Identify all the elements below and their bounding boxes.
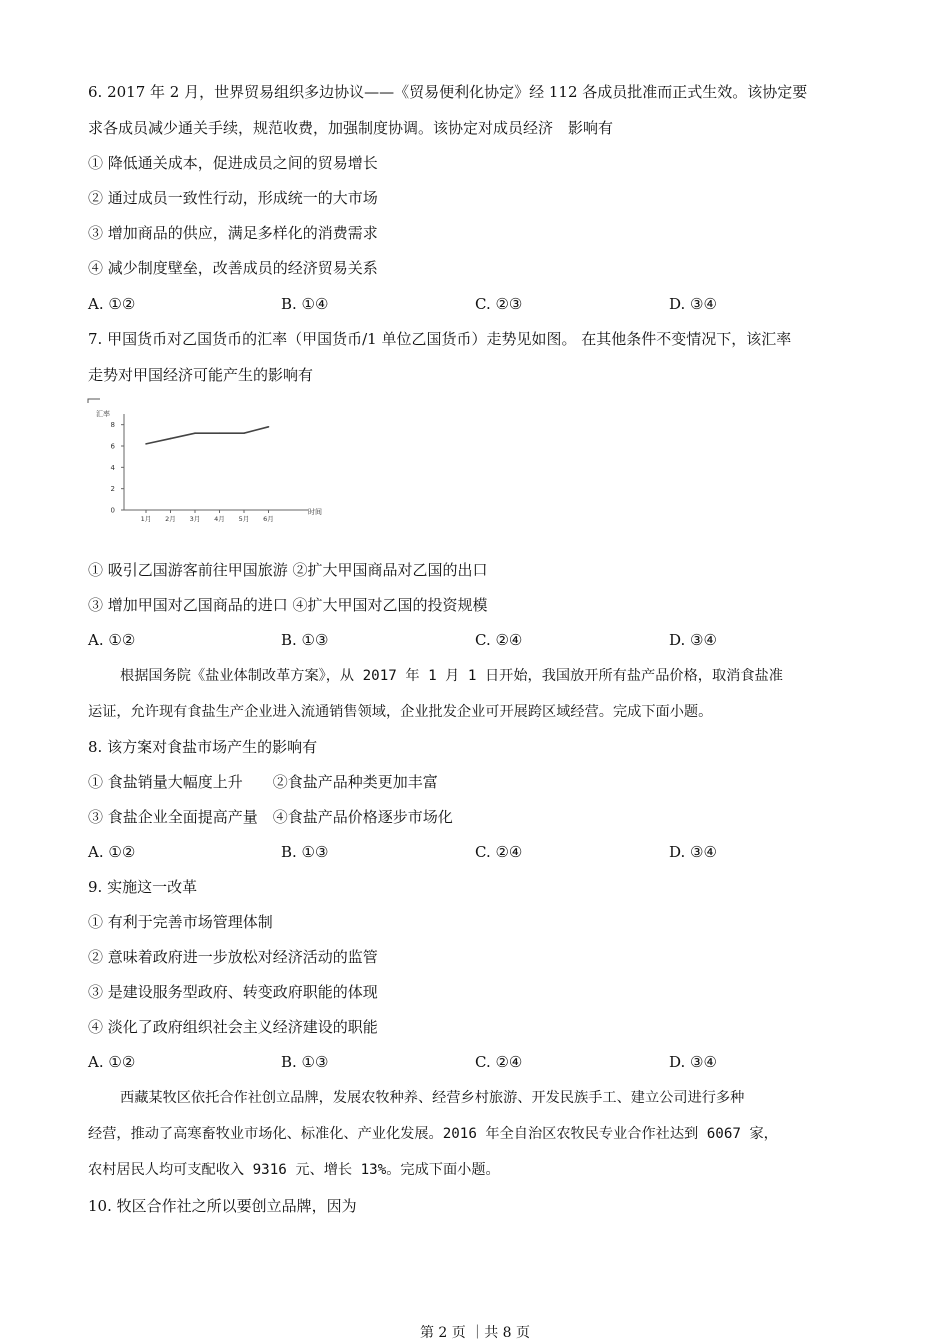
q8-option-d: D. ③④: [669, 843, 717, 861]
x-tick-label: 5月: [238, 515, 250, 523]
q9-option-b: B. ①③: [281, 1053, 329, 1071]
q6-item-2: ② 通过成员一致性行动，形成统一的大市场: [88, 189, 378, 207]
y-tick-label: 0: [110, 506, 115, 515]
q6-item-3: ③ 增加商品的供应，满足多样化的消费需求: [88, 224, 378, 242]
q7-stem-line1: 7. 甲国货币对乙国货币的汇率（甲国货币/1 单位乙国货币）走势见如图。 在其他条件不变情况下，该汇率: [88, 330, 792, 348]
passage2-line2: 经营，推动了高寒畜牧业市场化、标准化、产业化发展。2016 年全自治区农牧民专业合作社达到 6067 家，: [88, 1126, 778, 1142]
q9-item-3: ③ 是建设服务型政府、转变政府职能的体现: [88, 983, 378, 1001]
q8-option-c: C. ②④: [475, 843, 523, 861]
corner-mark: [88, 399, 100, 403]
q6-stem-line2: 求各成员减少通关手续，规范收费，加强制度协调。该协定对成员经济 影响有: [88, 119, 614, 137]
x-tick-label: 6月: [263, 515, 274, 523]
q7-stem-line2: 走势对甲国经济可能产生的影响有: [88, 366, 314, 384]
q9-option-c: C. ②④: [475, 1053, 523, 1071]
passage2-line3: 农村居民人均可支配收入 9316 元、增长 13%。完成下面小题。: [88, 1162, 500, 1178]
q6-option-a: A. ①②: [88, 295, 136, 313]
passage1-line2: 运证，允许现有食盐生产企业进入流通销售领域，企业批发企业可开展跨区域经营。完成下面小题。: [88, 704, 713, 720]
q7-item-2: ③ 增加甲国对乙国商品的进口 ④扩大甲国对乙国的投资规模: [88, 596, 488, 614]
q6-item-1: ① 降低通关成本，促进成员之间的贸易增长: [88, 154, 378, 172]
passage1-line1: 根据国务院《盐业体制改革方案》，从 2017 年 1 月 1 日开始，我国放开所有盐产品价格，取消食盐准: [120, 668, 783, 684]
data-point: [243, 432, 245, 434]
q7-item-1: ① 吸引乙国游客前往甲国旅游 ②扩大甲国商品对乙国的出口: [88, 561, 488, 579]
q7-option-a: A. ①②: [88, 631, 136, 649]
q9-stem: 9. 实施这一改革: [88, 878, 198, 896]
y-tick-label: 8: [110, 421, 115, 430]
q8-stem: 8. 该方案对食盐市场产生的影响有: [88, 738, 318, 756]
y-tick-label: 4: [110, 463, 115, 472]
data-point: [219, 432, 221, 434]
x-axis-label: 时间: [308, 508, 322, 516]
q8-item-2: ③ 食盐企业全面提高产量 ④食盐产品价格逐步市场化: [88, 808, 453, 826]
data-point: [170, 438, 172, 440]
q8-item-1: ① 食盐销量大幅度上升 ②食盐产品种类更加丰富: [88, 773, 438, 791]
y-tick-label: 6: [110, 442, 115, 451]
y-axis-label: 汇率: [96, 410, 110, 418]
q8-option-b: B. ①③: [281, 843, 329, 861]
q6-item-4: ④ 减少制度壁垒，改善成员的经济贸易关系: [88, 259, 378, 277]
x-tick-label: 4月: [214, 515, 225, 523]
exchange-rate-series-line: [146, 427, 269, 444]
q7-option-c: C. ②④: [475, 631, 523, 649]
q6-stem-line1: 6. 2017 年 2 月，世界贸易组织多边协议——《贸易便利化协定》经 112 各成员批准而正式生效。该协定要: [88, 83, 808, 101]
q9-item-1: ① 有利于完善市场管理体制: [88, 913, 273, 931]
x-tick-label: 2月: [165, 515, 176, 523]
q8-option-a: A. ①②: [88, 843, 136, 861]
q6-option-c: C. ②③: [475, 295, 523, 313]
q9-option-d: D. ③④: [669, 1053, 717, 1071]
q7-option-b: B. ①③: [281, 631, 329, 649]
data-point: [145, 443, 147, 445]
q9-item-4: ④ 淡化了政府组织社会主义经济建设的职能: [88, 1018, 378, 1036]
x-tick-label: 3月: [189, 515, 201, 523]
passage2-line1: 西藏某牧区依托合作社创立品牌，发展农牧种养、经营乡村旅游、开发民族手工、建立公司进行多种: [120, 1090, 745, 1106]
exchange-rate-chart: [86, 398, 336, 526]
q10-stem: 10. 牧区合作社之所以要创立品牌，因为: [88, 1197, 357, 1215]
page-footer: 第 2 页 ｜共 8 页: [419, 1325, 531, 1341]
data-point: [268, 426, 270, 428]
q6-option-b: B. ①④: [281, 295, 329, 313]
x-tick-label: 1月: [140, 515, 152, 523]
q6-option-d: D. ③④: [669, 295, 717, 313]
q9-item-2: ② 意味着政府进一步放松对经济活动的监管: [88, 948, 378, 966]
y-tick-label: 2: [110, 485, 115, 494]
q7-option-d: D. ③④: [669, 631, 717, 649]
data-point: [194, 432, 196, 434]
q9-option-a: A. ①②: [88, 1053, 136, 1071]
